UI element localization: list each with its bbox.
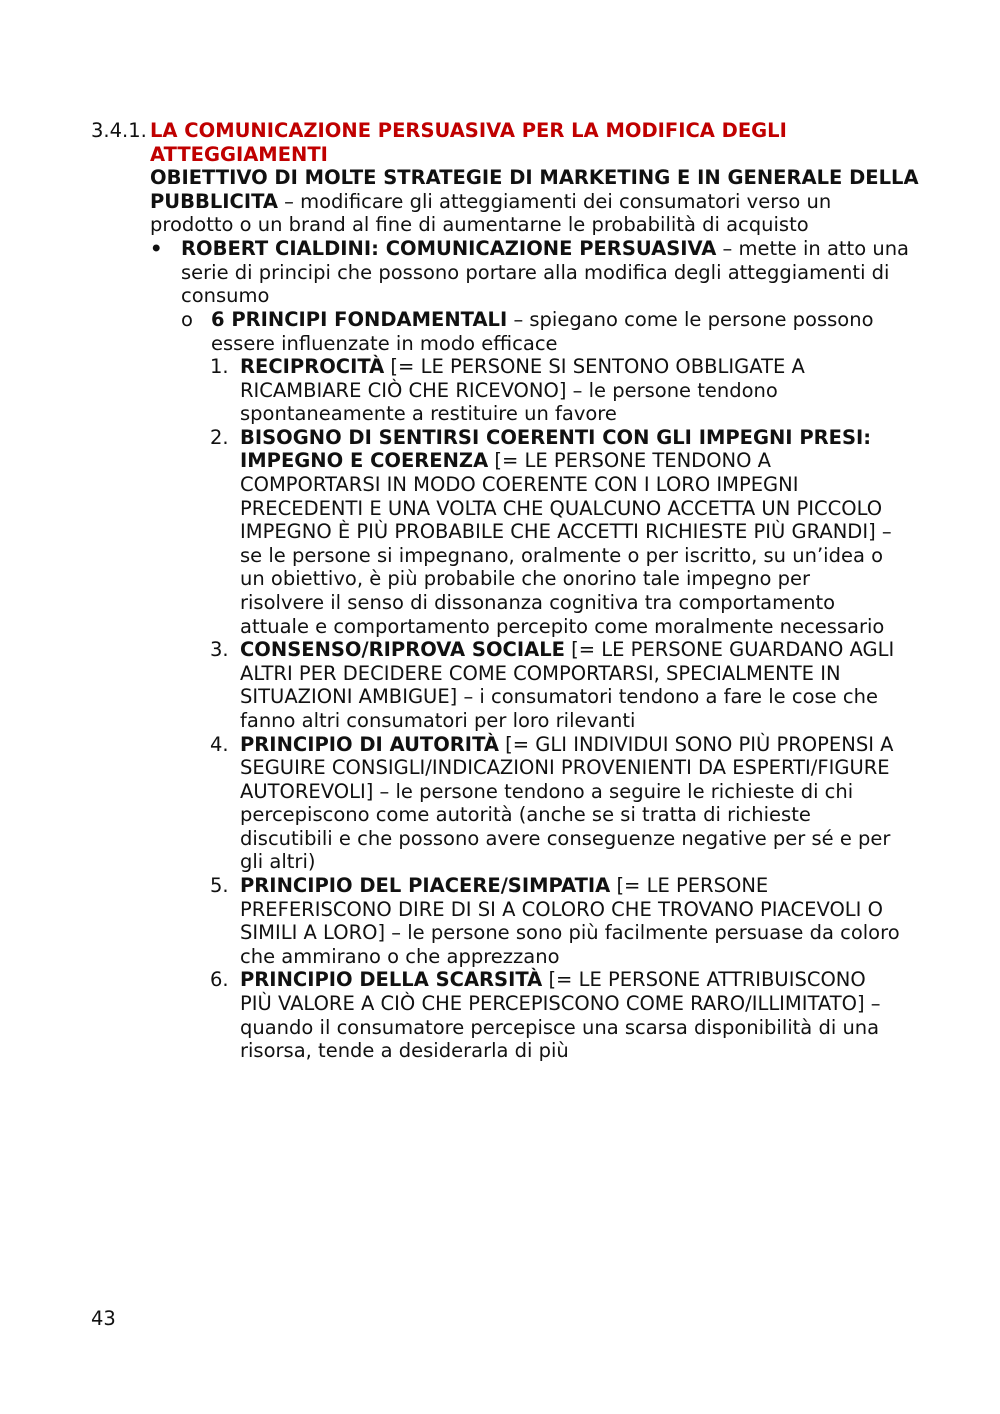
sub-bullet-icon: o xyxy=(181,308,193,331)
principle-title: CONSENSO/RIPROVA SOCIALE xyxy=(240,638,565,662)
intro-bold: OBIETTIVO DI MOLTE STRATEGIE DI MARKETING E IN GENERALE DELLA PUBBLICITA xyxy=(150,166,919,213)
list-item-principle-5 xyxy=(210,874,900,968)
list-item-principle-4 xyxy=(210,733,900,875)
list-item-principle-6 xyxy=(210,968,900,1062)
principle-title: BISOGNO DI SENTIRSI COERENTI CON GLI IMPEGNI PRESI: IMPEGNO E COERENZA xyxy=(240,425,872,473)
principle-text: [= LE PERSONE ATTRIBUISCONO PIÙ VALORE A CIÒ CHE PERCEPISCONO COME RARO/ILLIMITATO] – quando il consumatore percepisce una scarsa disponibilità di una risorsa, tende a desiderarla di più xyxy=(240,968,881,1063)
list-item-principle-2 xyxy=(210,426,900,638)
principle-title: PRINCIPIO DELLA SCARSITÀ xyxy=(240,968,543,992)
sub-bullet-bold: 6 PRINCIPI FONDAMENTALI xyxy=(211,308,508,331)
list-number: 6. xyxy=(210,968,229,992)
bullet-text xyxy=(181,237,921,308)
principle-text: [= GLI INDIVIDUI SONO PIÙ PROPENSI A SEGUIRE CONSIGLI/INDICAZIONI PROVENIENTI DA ESPERTI/FIGURE AUTOREVOLI] – le persone tendono a seguire le richieste di chi percepiscono come autorità (anche se si tratta di richieste discutibili e che possono avere conseguenze negative per sé e per gli altri) xyxy=(240,732,894,874)
bullet-bold: ROBERT CIALDINI: COMUNICAZIONE PERSUASIVA xyxy=(181,237,717,260)
section-number: 3.4.1. xyxy=(91,119,147,142)
list-number: 2. xyxy=(210,425,229,449)
principle-text: [= LE PERSONE PREFERISCONO DIRE DI SI A COLORO CHE TROVANO PIACEVOLI O SIMILI A LORO] – le persone sono più facilmente persuase da coloro che ammirano o che apprezzano xyxy=(240,874,900,968)
principle-text: [= LE PERSONE TENDONO A COMPORTARSI IN MODO COERENTE CON I LORO IMPEGNI PRECEDENTI E UNA VOLTA CHE QUALCUNO ACCETTA UN PICCOLO IMPEGNO È PIÙ PROBABILE CHE ACCETTI RICHIESTE PIÙ GRANDI] – se le persone si impegnano, oralmente o per iscritto, su un’idea o un obiettivo, è più probabile che onorino tale impegno per risolvere il senso di dissonanza cognitiva tra comportamento attuale e comportamento percepito come moralmente necessario xyxy=(240,449,892,638)
list-item-principle-3 xyxy=(210,638,900,732)
list-number: 3. xyxy=(210,638,229,662)
principle-title: PRINCIPIO DI AUTORITÀ xyxy=(240,732,499,756)
page-number: 43 xyxy=(91,1307,116,1330)
sub-bullet-text xyxy=(211,308,911,355)
sub-bullet-body: – spiegano come le persone possono essere influenzate in modo efficace xyxy=(211,308,874,355)
intro-paragraph xyxy=(150,166,920,237)
bullet-body: – mette in atto una serie di principi che possono portare alla modifica degli atteggiamenti di consumo xyxy=(181,237,909,308)
intro-text: – modificare gli atteggiamenti dei consumatori verso un prodotto o un brand al fine di aumentarne le probabilità di acquisto xyxy=(150,189,832,237)
principle-title: PRINCIPIO DEL PIACERE/SIMPATIA xyxy=(240,874,611,898)
principles-list xyxy=(210,355,910,1063)
bullet-icon: • xyxy=(150,237,163,260)
list-number: 4. xyxy=(210,732,229,756)
section-title: LA COMUNICAZIONE PERSUASIVA PER LA MODIFICA DEGLI ATTEGGIAMENTI xyxy=(150,119,787,166)
list-item-principle-1 xyxy=(210,355,900,426)
principle-title: RECIPROCITÀ xyxy=(240,355,385,378)
list-number: 1. xyxy=(210,355,229,378)
list-number: 5. xyxy=(210,874,229,898)
principle-text: [= LE PERSONE SI SENTONO OBBLIGATE A RICAMBIARE CIÒ CHE RICEVONO] – le persone tendono spontaneamente a restituire un favore xyxy=(240,355,805,426)
principle-text: [= LE PERSONE GUARDANO AGLI ALTRI PER DECIDERE COME COMPORTARSI, SPECIALMENTE IN SITUAZIONI AMBIGUE] – i consumatori tendono a fare le cose che fanno altri consumatori per loro rilevanti xyxy=(240,638,895,732)
